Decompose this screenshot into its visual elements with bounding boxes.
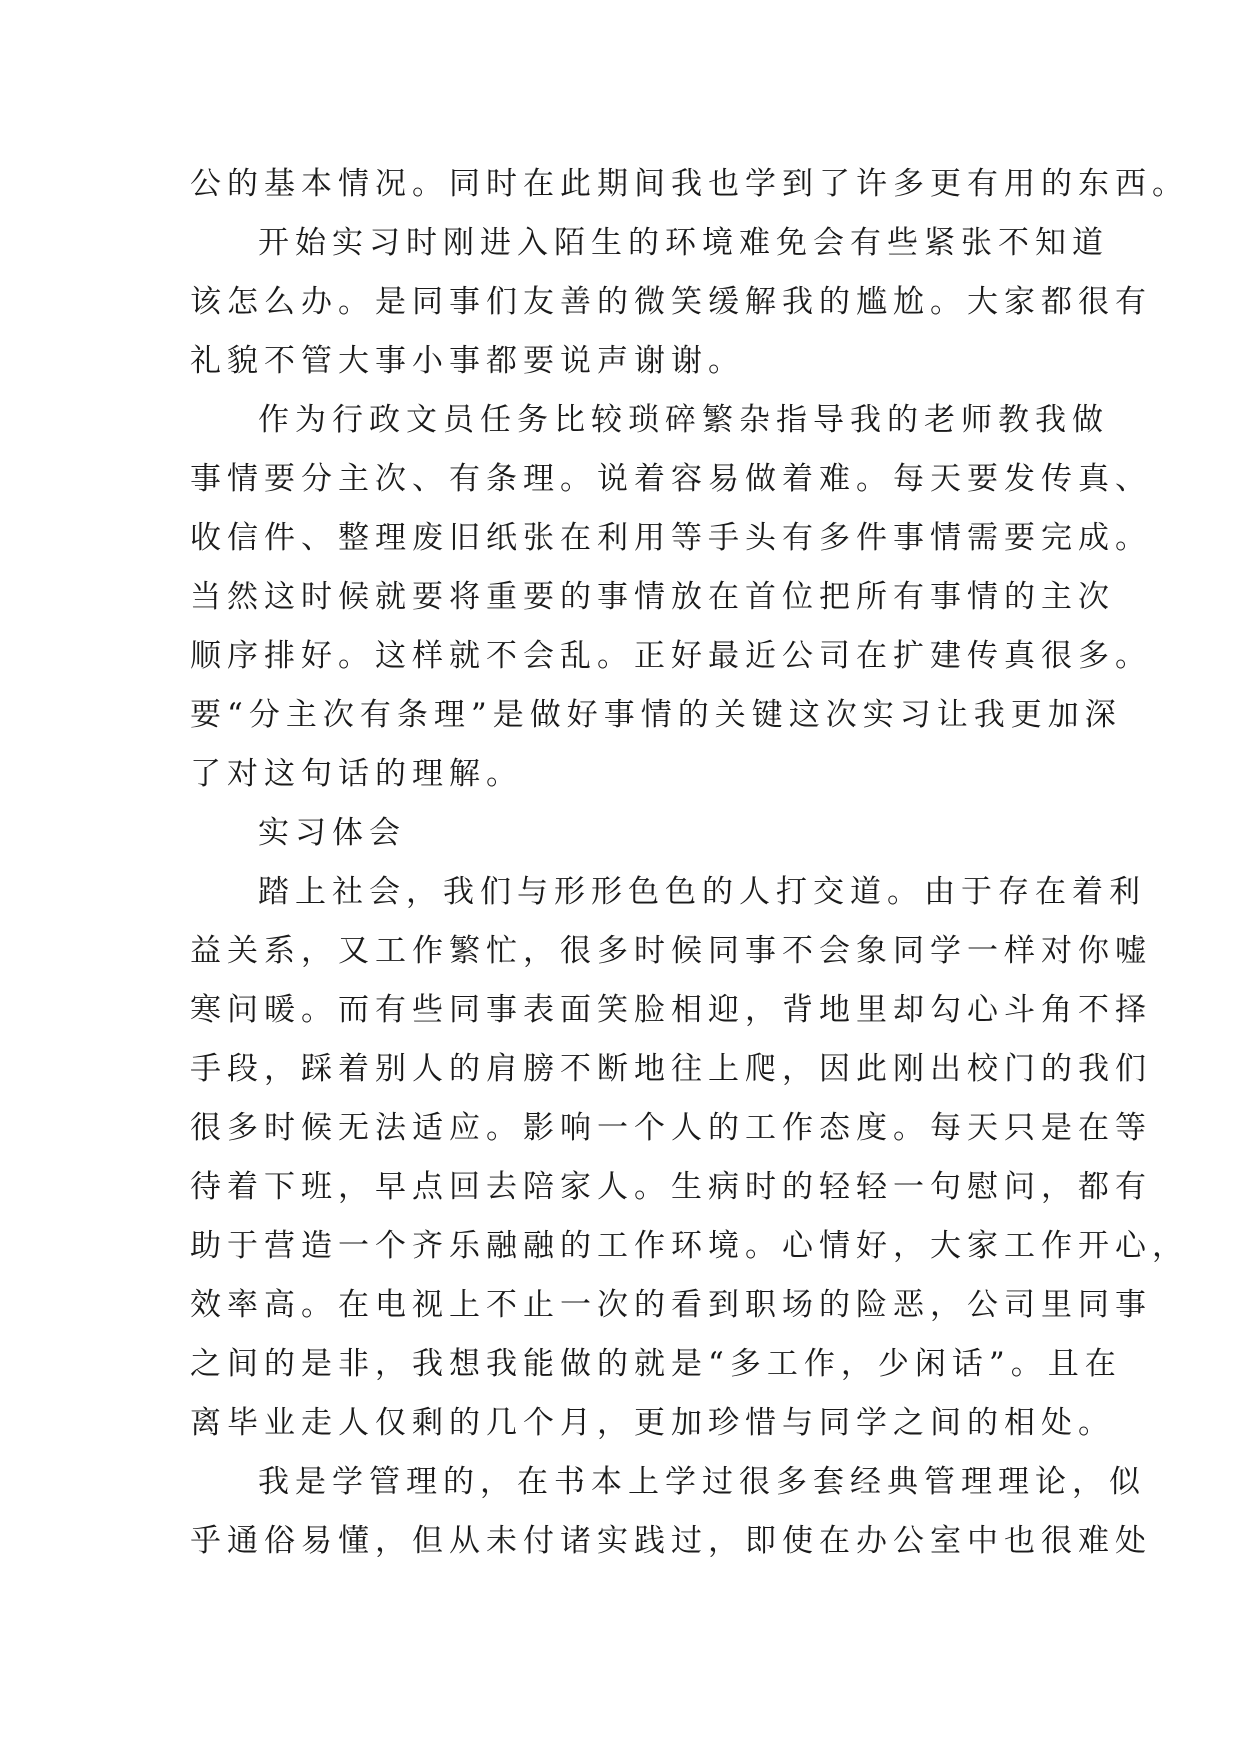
text-line: 很多时候无法适应。影响一个人的工作态度。每天只是在等 — [190, 1110, 1152, 1146]
text-line: 作为行政文员任务比较琐碎繁杂指导我的老师教我做 — [258, 402, 1109, 438]
text-line: 益关系，又工作繁忙，很多时候同事不会象同学一样对你嘘 — [190, 933, 1152, 969]
text-line: 收信件、整理废旧纸张在利用等手头有多件事情需要完成。 — [190, 520, 1152, 556]
text-line: 了对这句话的理解。 — [190, 756, 523, 792]
text-line: 该怎么办。是同事们友善的微笑缓解我的尴尬。大家都很有 — [190, 284, 1152, 320]
text-line: 踏上社会，我们与形形色色的人打交道。由于存在着利 — [258, 874, 1146, 910]
document-body — [190, 155, 1189, 1571]
text-line: 要“分主次有条理”是做好事情的关键这次实习让我更加深 — [190, 697, 1122, 733]
text-line: 手段，踩着别人的肩膀不断地往上爬，因此刚出校门的我们 — [190, 1051, 1152, 1087]
text-line: 事情要分主次、有条理。说着容易做着难。每天要发传真、 — [190, 461, 1152, 497]
text-line: 离毕业走人仅剩的几个月，更加珍惜与同学之间的相处。 — [190, 1405, 1115, 1441]
text-line: 之间的是非，我想我能做的就是“多工作，少闲话”。且在 — [190, 1346, 1122, 1382]
text-line: 礼貌不管大事小事都要说声谢谢。 — [190, 343, 745, 379]
text-line: 公的基本情况。同时在此期间我也学到了许多更有用的东西。 — [190, 166, 1189, 202]
text-line: 我是学管理的，在书本上学过很多套经典管理理论，似 — [258, 1464, 1146, 1500]
text-line: 当然这时候就要将重要的事情放在首位把所有事情的主次 — [190, 579, 1115, 615]
text-line: 开始实习时刚进入陌生的环境难免会有些紧张不知道 — [258, 225, 1109, 261]
text-line: 寒问暖。而有些同事表面笑脸相迎，背地里却勾心斗角不择 — [190, 992, 1152, 1028]
text-line: 助于营造一个齐乐融融的工作环境。心情好，大家工作开心， — [190, 1228, 1189, 1264]
text-line: 效率高。在电视上不止一次的看到职场的险恶，公司里同事 — [190, 1287, 1152, 1323]
text-line: 顺序排好。这样就不会乱。正好最近公司在扩建传真很多。 — [190, 638, 1152, 674]
text-line: 实习体会 — [258, 815, 406, 851]
text-line: 待着下班，早点回去陪家人。生病时的轻轻一句慰问，都有 — [190, 1169, 1152, 1205]
text-line: 乎通俗易懂，但从未付诸实践过，即使在办公室中也很难处 — [190, 1523, 1152, 1559]
